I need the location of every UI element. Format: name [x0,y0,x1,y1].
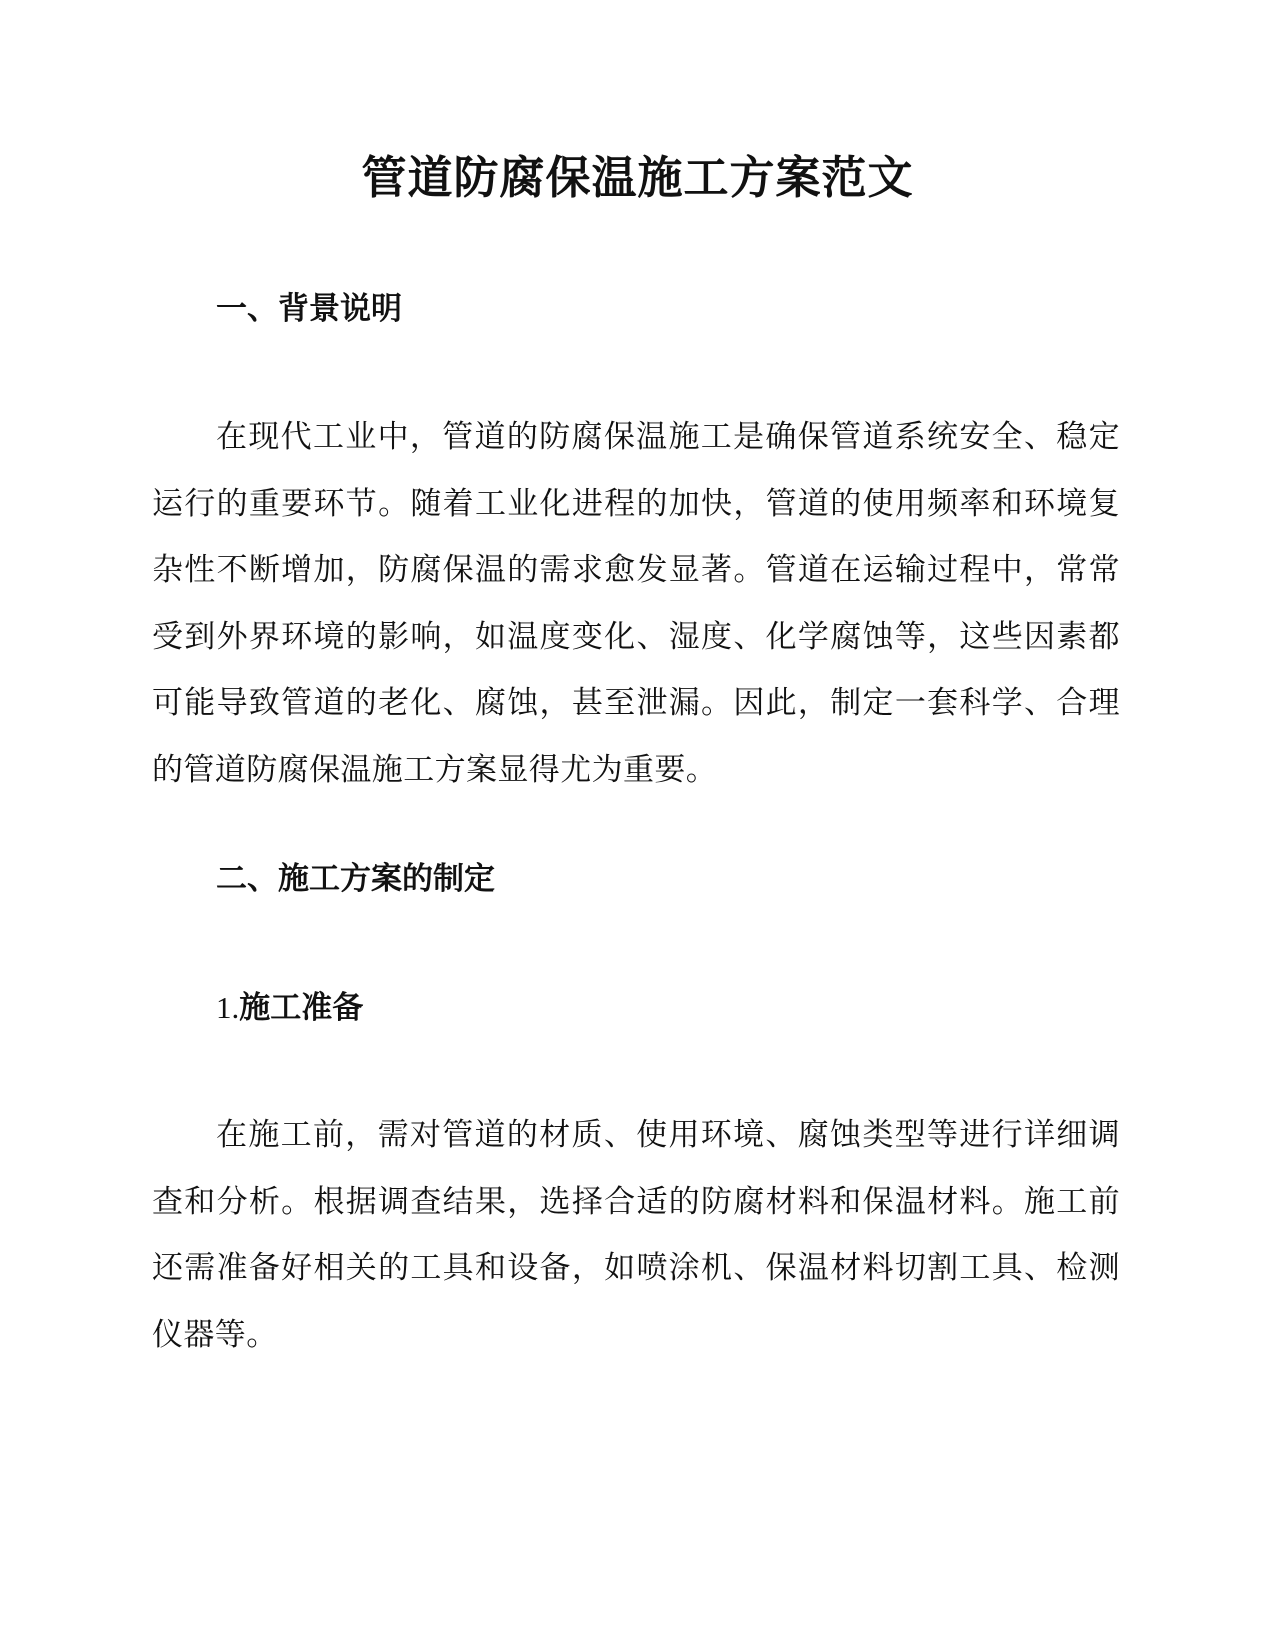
subsection-title: 施工准备 [239,990,364,1026]
subsection-heading-preparation [216,986,363,1030]
paragraph-background: 在现代工业中，管道的防腐保温施工是确保管道系统安全、稳定运行的重要环节。随着工业化进程的加快，管道的使用频率和环境复杂性不断增加，防腐保温的需求愈发显著。管道在运输过程中，常常受到外界环境的影响，如温度变化、湿度、化学腐蚀等，这些因素都可能导致管道的老化、腐蚀，甚至泄漏。因此，制定一套科学、合理的管道防腐保温施工方案显得尤为重要。 [152,419,1120,788]
document-title: 管道防腐保温施工方案范文 [361,151,914,204]
section-heading-plan: 二、施工方案的制定 [216,861,495,897]
paragraph-preparation: 在施工前，需对管道的材质、使用环境、腐蚀类型等进行详细调查和分析。根据调查结果，选择合适的防腐材料和保温材料。施工前还需准备好相关的工具和设备，如喷涂机、保温材料切割工具、检测仪器等。 [152,1117,1120,1353]
subsection-number: 1. [216,990,240,1025]
section-heading-background: 一、背景说明 [216,291,402,327]
